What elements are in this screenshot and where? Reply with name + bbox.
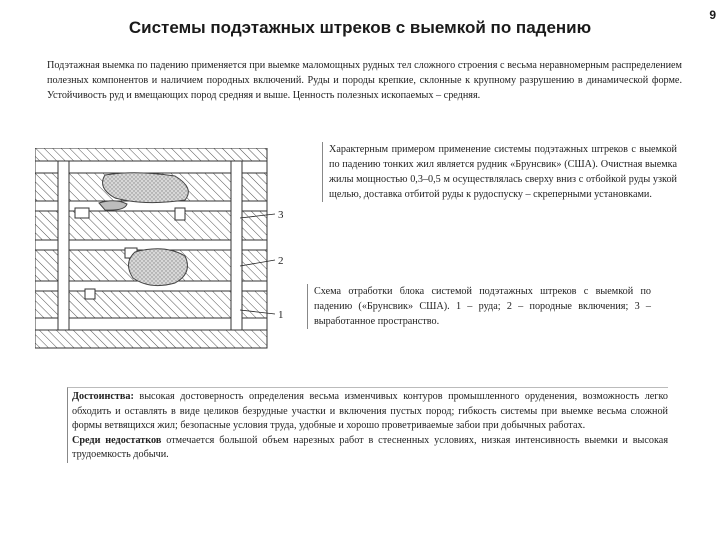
figure-caption: Схема отработки блока системой подэтажных штреков с выемкой по падению («Брунсвик» США). 1 – руда; 2 – породные включения; 3 – выработанное пространство. bbox=[307, 284, 651, 329]
figure-label-3: 3 bbox=[278, 209, 284, 221]
worked-out-space bbox=[103, 173, 189, 203]
pillar-d bbox=[85, 289, 95, 299]
pros-cons-block bbox=[67, 387, 668, 463]
advantages-heading: Достоинства: bbox=[72, 391, 134, 402]
block-diagram bbox=[35, 148, 297, 360]
disadvantages-text: отмечается большой объем нарезных работ в стесненных условиях, низкая интенсивность выемки и высокая трудоемкость добычи. bbox=[72, 434, 669, 460]
ore-body bbox=[128, 249, 187, 286]
raise-right bbox=[231, 161, 242, 330]
pillar-a bbox=[75, 208, 89, 218]
example-paragraph: Характерным примером применение системы подэтажных штреков с выемкой по падению тонких жил является рудник «Брунсвик» (США). Очистная выемка жилы мощностью 0,3–0,5 м осуществлялась сверху вниз с отбойкой руды узкой щелью, доставка отбитой руды к рудоспуску – скреперными установками. bbox=[322, 142, 677, 202]
page-number: 9 bbox=[709, 8, 716, 22]
disadvantages-heading: Среди недостатков bbox=[72, 434, 162, 446]
figure-label-2: 2 bbox=[278, 255, 284, 267]
intro-paragraph: Подэтажная выемка по падению применяется при выемке маломощных рудных тел сложного строения с весьма неравномерным распределением полезных компонентов и наличием породных включений. Руды и породы крепкие, склонные к крупному разрушению в динамической форме. Устойчивость руд и вмещающих пород средняя и выше. Ценность полезных ископаемых – средняя. bbox=[47, 60, 682, 101]
pillar-b bbox=[175, 208, 185, 220]
advantages-paragraph bbox=[72, 390, 668, 434]
figure-label-1: 1 bbox=[278, 309, 284, 321]
raise-left bbox=[58, 161, 69, 330]
page-title: Системы подэтажных штреков с выемкой по падению bbox=[128, 18, 592, 37]
advantages-text: высокая достоверность определения весьма изменчивых контуров промышленного оруденения, возможность легко обходить и оставлять в виде целиков безрудные участки и включения пустых пород; гибкость системы при выемке весьма сложной формы ветвящихся жил; безопасные условия труда, удобные и хорошо проветриваемые забои при добычных работах. bbox=[72, 391, 669, 431]
disadvantages-paragraph bbox=[72, 434, 668, 463]
